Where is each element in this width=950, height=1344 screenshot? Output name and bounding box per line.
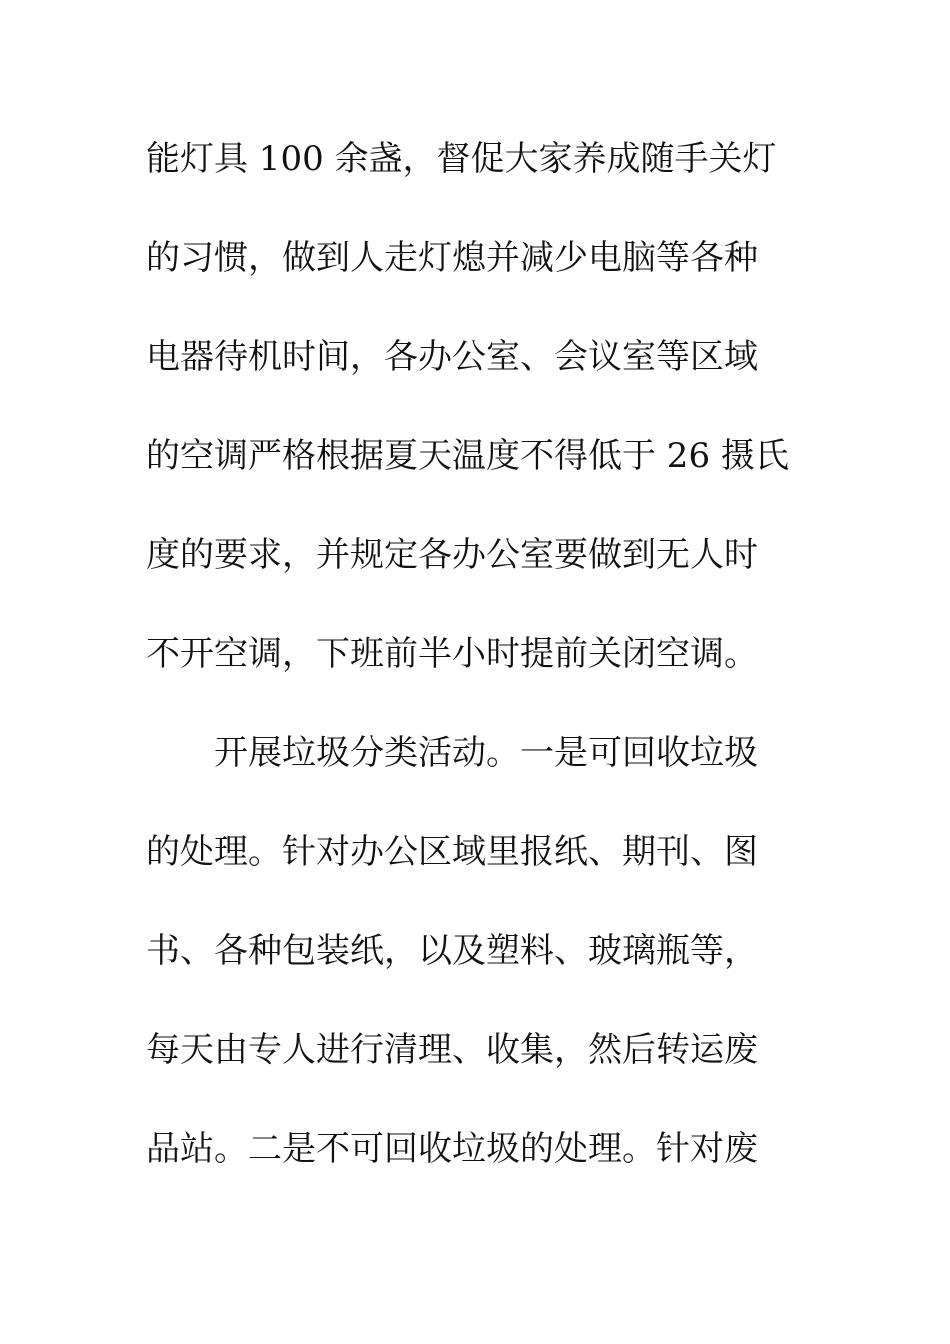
text-line: 能灯具 100 余盏，督促大家养成随手关灯 bbox=[146, 139, 777, 179]
text-line: 的空调严格根据夏天温度不得低于 26 摄氏 bbox=[146, 436, 789, 476]
text-line: 的习惯，做到人走灯熄并减少电脑等各种 bbox=[146, 238, 758, 278]
text-line: 电器待机时间，各办公室、会议室等区域 bbox=[146, 337, 758, 377]
text-line: 度的要求，并规定各办公室要做到无人时 bbox=[146, 535, 758, 575]
body-text bbox=[146, 126, 806, 1215]
text-line: 的处理。针对办公区域里报纸、期刊、图 bbox=[146, 832, 758, 872]
text-line: 每天由专人进行清理、收集，然后转运废 bbox=[146, 1030, 758, 1070]
text-line: 不开空调，下班前半小时提前关闭空调。 bbox=[146, 634, 758, 674]
text-line: 书、各种包装纸，以及塑料、玻璃瓶等， bbox=[146, 931, 758, 971]
paragraph-start-line: 开展垃圾分类活动。一是可回收垃圾 bbox=[214, 733, 758, 773]
text-line: 品站。二是不可回收垃圾的处理。针对废 bbox=[146, 1129, 758, 1169]
